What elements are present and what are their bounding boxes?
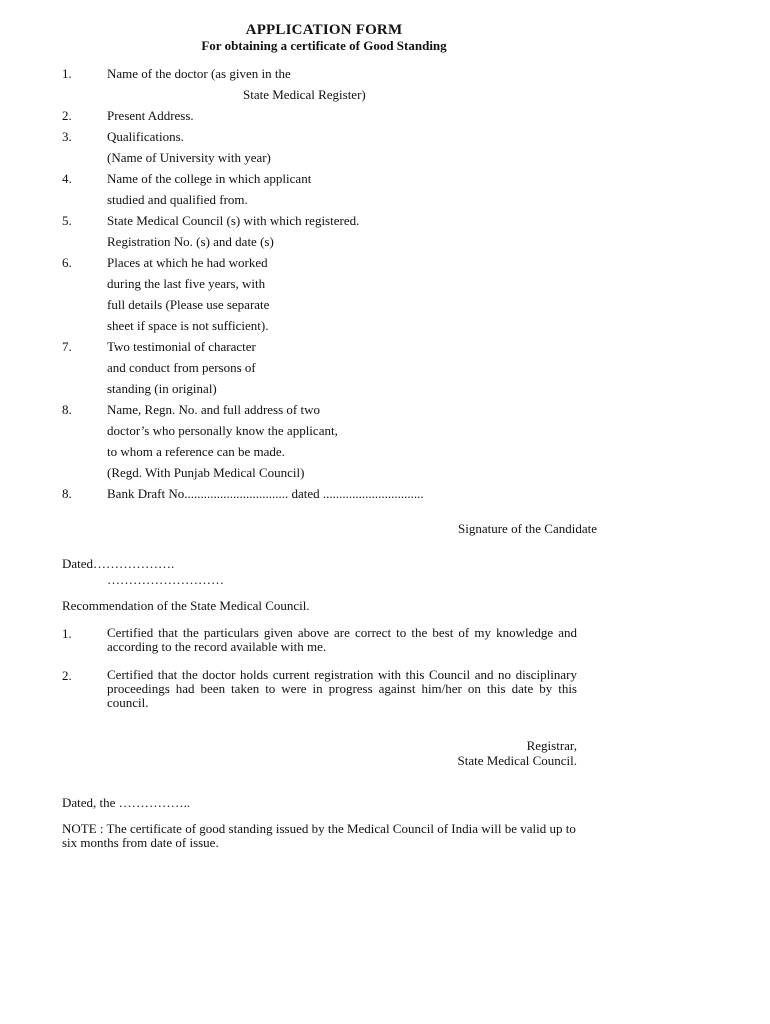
item-line: Registration No. (s) and date (s): [107, 234, 274, 249]
item-line: Places at which he had worked: [107, 255, 268, 270]
dated-field-continuation[interactable]: ………………………: [107, 572, 224, 587]
item-number: 3.: [62, 129, 72, 144]
item-number: 7.: [62, 339, 72, 354]
registrar-council: State Medical Council.: [457, 753, 577, 768]
dated-field[interactable]: Dated……………….: [62, 556, 175, 571]
item-line: (Name of University with year): [107, 150, 271, 165]
item-line: State Medical Council (s) with which registered.: [107, 213, 360, 228]
item-number: 8.: [62, 402, 72, 417]
item-number: 4.: [62, 171, 72, 186]
item-line: and conduct from persons of: [107, 360, 256, 375]
item-line: Qualifications.: [107, 129, 184, 144]
item-number: 6.: [62, 255, 72, 270]
item-line: Two testimonial of character: [107, 339, 256, 354]
item-line: full details (Please use separate: [107, 297, 270, 312]
recommendation-text: Certified that the particulars given above are correct to the best of my knowledge and according to the record available with me.: [107, 625, 577, 654]
validity-note: NOTE : The certificate of good standing issued by the Medical Council of India will be valid up to six months from date of issue.: [62, 821, 576, 850]
registrar-title: Registrar,: [526, 738, 577, 753]
item-line: Name, Regn. No. and full address of two: [107, 402, 321, 417]
registrar-block: [457, 738, 577, 768]
item-line: during the last five years, with: [107, 276, 266, 291]
item-number: 5.: [62, 213, 72, 228]
recommendation-number: 2.: [62, 668, 72, 683]
form-title: APPLICATION FORM: [245, 22, 403, 38]
item-line: (Regd. With Punjab Medical Council): [107, 465, 305, 480]
item-line: Present Address.: [107, 108, 194, 123]
dated-the-field[interactable]: Dated, the ……………..: [62, 795, 191, 810]
item-line: standing (in original): [107, 381, 217, 396]
item-line: sheet if space is not sufficient).: [107, 318, 269, 333]
item-line: Name of the college in which applicant: [107, 171, 312, 186]
item-number: 1.: [62, 66, 72, 81]
item-number: 8.: [62, 486, 72, 501]
item-line: Name of the doctor (as given in the: [107, 66, 291, 81]
recommendation-number: 1.: [62, 626, 72, 641]
item-line: to whom a reference can be made.: [107, 444, 285, 459]
bank-draft-field[interactable]: Bank Draft No................................ dated ...............................: [107, 486, 424, 501]
item-line: doctor’s who personally know the applicant,: [107, 423, 338, 438]
item-line: State Medical Register): [243, 87, 366, 102]
form-subtitle: For obtaining a certificate of Good Standing: [201, 38, 447, 53]
item-line: studied and qualified from.: [107, 192, 248, 207]
item-number: 2.: [62, 108, 72, 123]
signature-label: Signature of the Candidate: [458, 521, 597, 536]
recommendation-heading: Recommendation of the State Medical Council.: [62, 598, 310, 613]
recommendation-text: Certified that the doctor holds current registration with this Council and no disciplinary proceedings had been taken to were in progress against him/her on this date by this council.: [107, 667, 577, 710]
